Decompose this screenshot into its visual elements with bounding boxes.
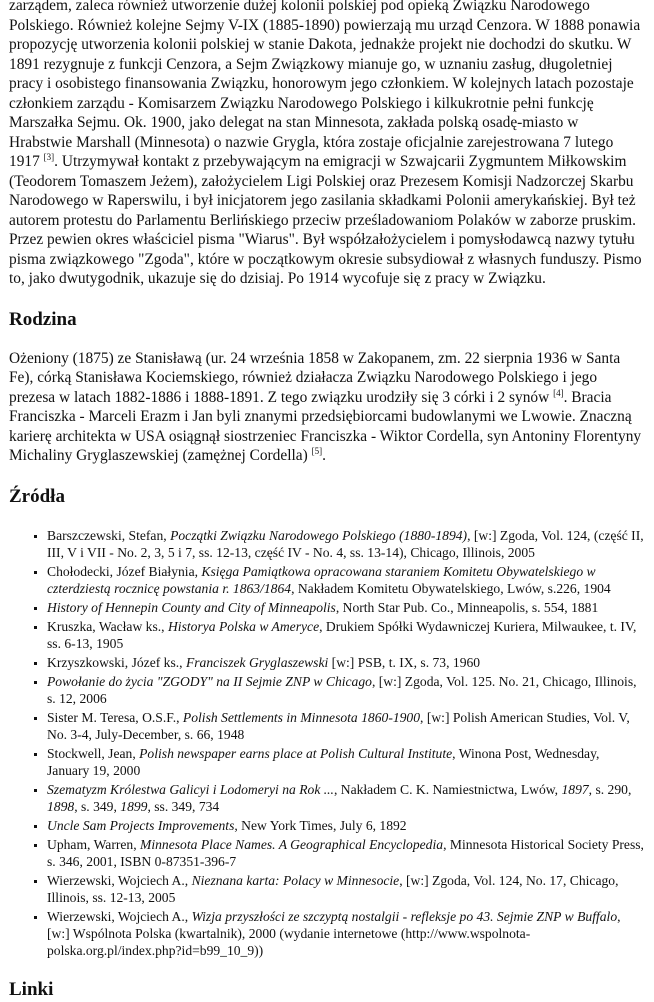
source-title: Uncle Sam Projects Improvements bbox=[47, 817, 235, 833]
footnote-ref-3[interactable]: [3] bbox=[43, 151, 55, 162]
source-title: Nieznana karta: Polacy w Minnesocie bbox=[191, 872, 400, 888]
footnote-ref-5[interactable]: [5] bbox=[311, 445, 323, 456]
source-title: Franciszek Gryglaszewski bbox=[185, 654, 329, 670]
source-item bbox=[47, 781, 645, 815]
source-title: History of Hennepin County and City of Minneapolis bbox=[47, 599, 336, 615]
source-details: , [w:] Zgoda, Vol. 124, No. 17, Chicago, Illinois, ss. 12-13, 2005 bbox=[47, 872, 619, 905]
source-details: , [w:] Polish American Studies, Vol. V, No. 3-4, July-December, s. 66, 1948 bbox=[47, 709, 630, 742]
family-text: . bbox=[322, 447, 326, 464]
source-item bbox=[47, 709, 645, 743]
source-author: Sister M. Teresa, O.S.F., bbox=[47, 709, 183, 725]
source-details: , Minnesota Historical Society Press, s. 346, 2001, ISBN 0-87351-396-7 bbox=[47, 836, 644, 869]
source-author: Wierzewski, Wojciech A., bbox=[47, 908, 192, 924]
source-item bbox=[47, 872, 645, 906]
section-heading-linki: Linki bbox=[9, 978, 54, 1000]
source-author: Krzyszkowski, Józef ks., bbox=[47, 654, 186, 670]
source-item bbox=[47, 836, 645, 870]
source-year: 1897 bbox=[561, 781, 589, 797]
source-details: , s. 290, bbox=[588, 781, 632, 797]
source-details: , [w:] Zgoda, Vol. 124, (część II, III, V i VII - No. 2, 3, 5 i 7, ss. 12-13, część IV - No. 4, ss. 13-14), Chicago, Illinois, 2005 bbox=[47, 527, 644, 560]
source-item bbox=[47, 745, 645, 779]
bio-text: . Utrzymywał kontakt z przebywającym na emigracji w Szwajcarii Zygmuntem Miłkowskim (Teodorem Tomaszem Jeżem), założycielem Ligi Polskiej oraz Prezesem Komisji Nadzorczej Skarbu Narodowego w Raperswilu, i był inicjatorem jego zasilania składkami Polonii amerykańskiej. Był też autorem protestu do Parlamentu Berlińskiego przeciw prześladowaniom Polaków w zaborze pruskim. Przez pewien okres właściciel pisma "Wiarus". Był współzałożycielem i pomysłodawcą nazwy tytułu pisma związkowego "Zgoda", które w początkowym okresie subsydiował z własnych funduszy. Pismo to, jako dwutygodnik, ukazuje się do dzisiaj. Po 1914 wycofuje się z pracy w Związku. bbox=[9, 153, 642, 287]
bio-text: zarządem, zaleca również utworzenie dużej kolonii polskiej pod opieką Związku Narodowego Polskiego. Również kolejne Sejmy V-IX (1885-1890) powierzają mu urząd Cenzora. W 1888 ponawia propozycję utworzenia kolonii polskiej w stanie Dakota, jednakże projekt nie dochodzi do skutku. W 1891 rezygnuje z funkcji Cenzora, a Sejm Związkowy mianuje go, w uznaniu zasług, długoletniej pracy i osobistego finansowania Związku, honorowym jego członkiem. W kolejnych latach pozostaje członkiem zarządu - Komisarzem Związku Narodowego Polskiego i kilkukrotnie pełni funkcję Marszałka Sejmu. Ok. 1900, jako delegat na stan Minnesota, zakłada polską osadę-miasto w Hrabstwie Marshall (Minnesota) o nazwie Grygla, która zostaje oficjalnie zarejestrowana 7 lutego 1917 bbox=[9, 0, 641, 170]
section-heading-rodzina: Rodzina bbox=[9, 308, 77, 330]
source-details: , New York Times, July 6, 1892 bbox=[234, 817, 407, 833]
source-author: Upham, Warren, bbox=[47, 836, 141, 852]
source-item bbox=[47, 527, 645, 561]
source-author: Wierzewski, Wojciech A., bbox=[47, 872, 192, 888]
source-item bbox=[47, 908, 645, 959]
family-text: Ożeniony (1875) ze Stanisławą (ur. 24 września 1858 w Zakopanem, zm. 22 sierpnia 1936 w Santa Fe), córką Stanisława Kociemskiego, również działacza Związku Narodowego Polskiego i jego prezesa w latach 1882-1886 i 1888-1891. Z tego związku urodziły się 3 córki i 2 synów bbox=[9, 349, 621, 406]
source-title: Wizja przyszłości ze szczyptą nostalgii - refleksje po 43. Sejmie ZNP w Buffalo bbox=[191, 908, 618, 924]
source-title: Polish Settlements in Minnesota 1860-1900 bbox=[182, 709, 421, 725]
source-item bbox=[47, 673, 645, 707]
biography-paragraph bbox=[9, 0, 645, 289]
family-text: . Bracia Franciszka - Marceli Erazm i Jan byli znanymi przedsiębiorcami budowlanymi we Lwowie. Znaczną karierę architekta w USA osiągnął siostrzeniec Franciszka - Wiktor Cordella, syn Antoniny Florentyny Michaliny Gryglaszewskiej (zamężnej Cordella) bbox=[9, 388, 642, 464]
source-item bbox=[47, 817, 645, 834]
source-title: Początki Związku Narodowego Polskiego (1880-1894) bbox=[170, 527, 468, 543]
source-item bbox=[47, 654, 645, 671]
source-details: , Drukiem Spółki Wydawniczej Kuriera, Milwaukee, t. IV, ss. 6-13, 1905 bbox=[47, 618, 637, 651]
family-paragraph bbox=[9, 349, 645, 466]
source-details: , ss. 349, 734 bbox=[147, 798, 220, 814]
source-details: , [w:] Wspólnota Polska (kwartalnik), 2000 (wydanie internetowe (http://www.wspolnota-polska.org.pl/index.php?id=b99_10_9)) bbox=[47, 908, 621, 958]
source-title: Historya Polska w Ameryce bbox=[167, 618, 320, 634]
source-details: , Winona Post, Wednesday, January 19, 2000 bbox=[47, 745, 600, 778]
sources-list bbox=[9, 527, 645, 959]
source-year: 1898 bbox=[47, 798, 75, 814]
source-author: Kruszka, Wacław ks., bbox=[47, 618, 168, 634]
source-title: Minnesota Place Names. A Geographical Encyclopedia bbox=[140, 836, 444, 852]
source-details: , North Star Pub. Co., Minneapolis, s. 554, 1881 bbox=[335, 599, 599, 615]
source-details: , Nakładem C. K. Namiestnictwa, Lwów, bbox=[333, 781, 562, 797]
source-item bbox=[47, 599, 645, 616]
source-author: Stockwell, Jean, bbox=[47, 745, 140, 761]
source-item bbox=[47, 563, 645, 597]
source-author: Chołodecki, Józef Białynia, bbox=[47, 563, 202, 579]
source-item bbox=[47, 618, 645, 652]
source-author: Barszczewski, Stefan, bbox=[47, 527, 171, 543]
source-title: Szematyzm Królestwa Galicyi i Lodomeryi na Rok ... bbox=[47, 781, 334, 797]
source-details: , [w:] Zgoda, Vol. 125. No. 21, Chicago, Illinois, s. 12, 2006 bbox=[47, 673, 637, 706]
source-details: , s. 349, bbox=[74, 798, 121, 814]
footnote-ref-4[interactable]: [4] bbox=[553, 387, 564, 398]
source-details: [w:] PSB, t. IX, s. 73, 1960 bbox=[328, 654, 481, 670]
source-details: , Nakładem Komitetu Obywatelskiego, Lwów, s.226, 1904 bbox=[291, 580, 611, 596]
section-heading-zrodla: Źródła bbox=[9, 485, 65, 507]
source-title: Polish newspaper earns place at Polish Cultural Institute bbox=[139, 745, 453, 761]
source-year: 1899 bbox=[120, 798, 148, 814]
source-title: Księga Pamiątkowa opracowana staraniem Komitetu Obywatelskiego w czterdziestą rocznicę powstania r. 1863/1864 bbox=[47, 563, 596, 596]
source-title: Powołanie do życia "ZGODY" na II Sejmie ZNP w Chicago bbox=[47, 673, 372, 689]
